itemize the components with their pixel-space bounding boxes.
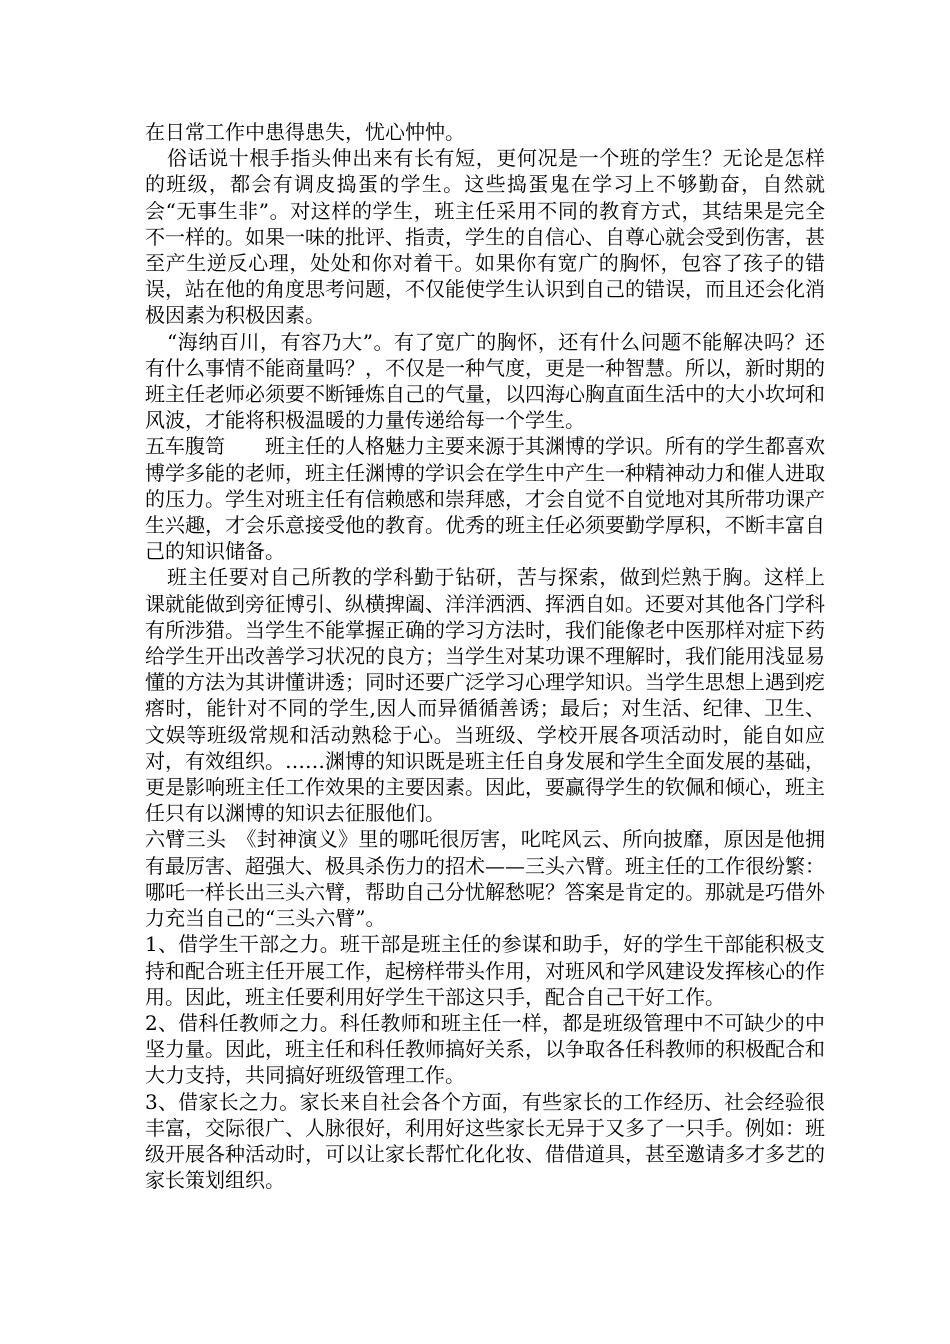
paragraph-section-heading: 五车腹笥 班主任的人格魅力主要来源于其渊博的学识。所有的学生都喜欢博学多能的老师，班主任渊博的学识会在学生中产生一种精神动力和催人进取的压力。学生对班主任有信赖感和崇拜感，才会自觉不自觉地对其所带功课产生兴趣，才会乐意接受他的教育。优秀的班主任必须要勤学厚积，不断丰富自己的知识储备。 (145, 434, 825, 564)
paragraph-section-heading: 六臂三头 《封神演义》里的哪吒很厉害，叱咤风云、所向披靡，原因是他拥有最厉害、超强大、极具杀伤力的招术——三头六臂。班主任的工作很纷繁：哪吒一样长出三头六臂，帮助自己分忧解愁呢？答案是肯定的。那就是巧借外力充当自己的“三头六臂”。 (145, 827, 825, 931)
list-item: 3、借家长之力。家长来自社会各个方面，有些家长的工作经历、社会经验很丰富，交际很广、人脉很好，利用好这些家长无异于又多了一只手。例如：班级开展各种活动时，可以让家长帮忙化化妆、借借道具，甚至邀请多才多艺的家长策划组织。 (145, 1089, 825, 1193)
list-item: 1、借学生干部之力。班干部是班主任的参谋和助手，好的学生干部能积极支持和配合班主任开展工作，起榜样带头作用，对班风和学风建设发挥核心的作用。因此，班主任要利用好学生干部这只手，配合自己干好工作。 (145, 932, 825, 1009)
list-item: 2、借科任教师之力。科任教师和班主任一样，都是班级管理中不可缺少的中坚力量。因此，班主任和科任教师搞好关系，以争取各任科教师的积极配合和大力支持，共同搞好班级管理工作。 (145, 1010, 825, 1088)
paragraph: 俗话说十根手指头伸出来有长有短，更何况是一个班的学生？无论是怎样的班级，都会有调皮捣蛋的学生。这些捣蛋鬼在学习上不够勤奋，自然就会“无事生非”。对这样的学生，班主任采用不同的教育方式，其结果是完全不一样的。如果一味的批评、指责，学生的自信心、自尊心就会受到伤害，甚至产生逆反心理，处处和你对着干。如果你有宽广的胸怀，包容了孩子的错误，站在他的角度思考问题，不仅能使学生认识到自己的错误，而且还会化消极因素为积极因素。 (145, 146, 825, 328)
paragraph: “海纳百川，有容乃大”。有了宽广的胸怀，还有什么问题不能解决吗？还有什么事情不能商量吗？，不仅是一种气度，更是一种智慧。所以，新时期的班主任老师必须要不断锤炼自己的气量，以四海心胸直面生活中的大小坎坷和风波，才能将积极温暖的力量传递给每一个学生。 (145, 329, 825, 433)
paragraph: 班主任要对自己所教的学科勤于钻研，苦与探索，做到烂熟于胸。这样上课就能做到旁征博引、纵横捭阖、洋洋洒洒、挥洒自如。还要对其他各门学科有所涉猎。当学生不能掌握正确的学习方法时，我们能像老中医那样对症下药给学生开出改善学习状况的良方；当学生对某功课不理解时，我们能用浅显易懂的方法为其讲懂讲透；同时还要广泛学习心理学知识。当学生思想上遇到疙瘩时，能针对不同的学生,因人而异循循善诱；最后；对生活、纪律、卫生、文娱等班级常规和活动熟稔于心。当班级、学校开展各项活动时，能自如应对，有效组织。……渊博的知识既是班主任自身发展和学生全面发展的基础，更是影响班主任工作效果的主要因素。因此，要赢得学生的钦佩和倾心，班主任只有以渊博的知识去征服他们。 (145, 565, 825, 826)
paragraph: 在日常工作中患得患失，忧心忡忡。 (145, 120, 465, 144)
document-body (145, 119, 825, 1193)
